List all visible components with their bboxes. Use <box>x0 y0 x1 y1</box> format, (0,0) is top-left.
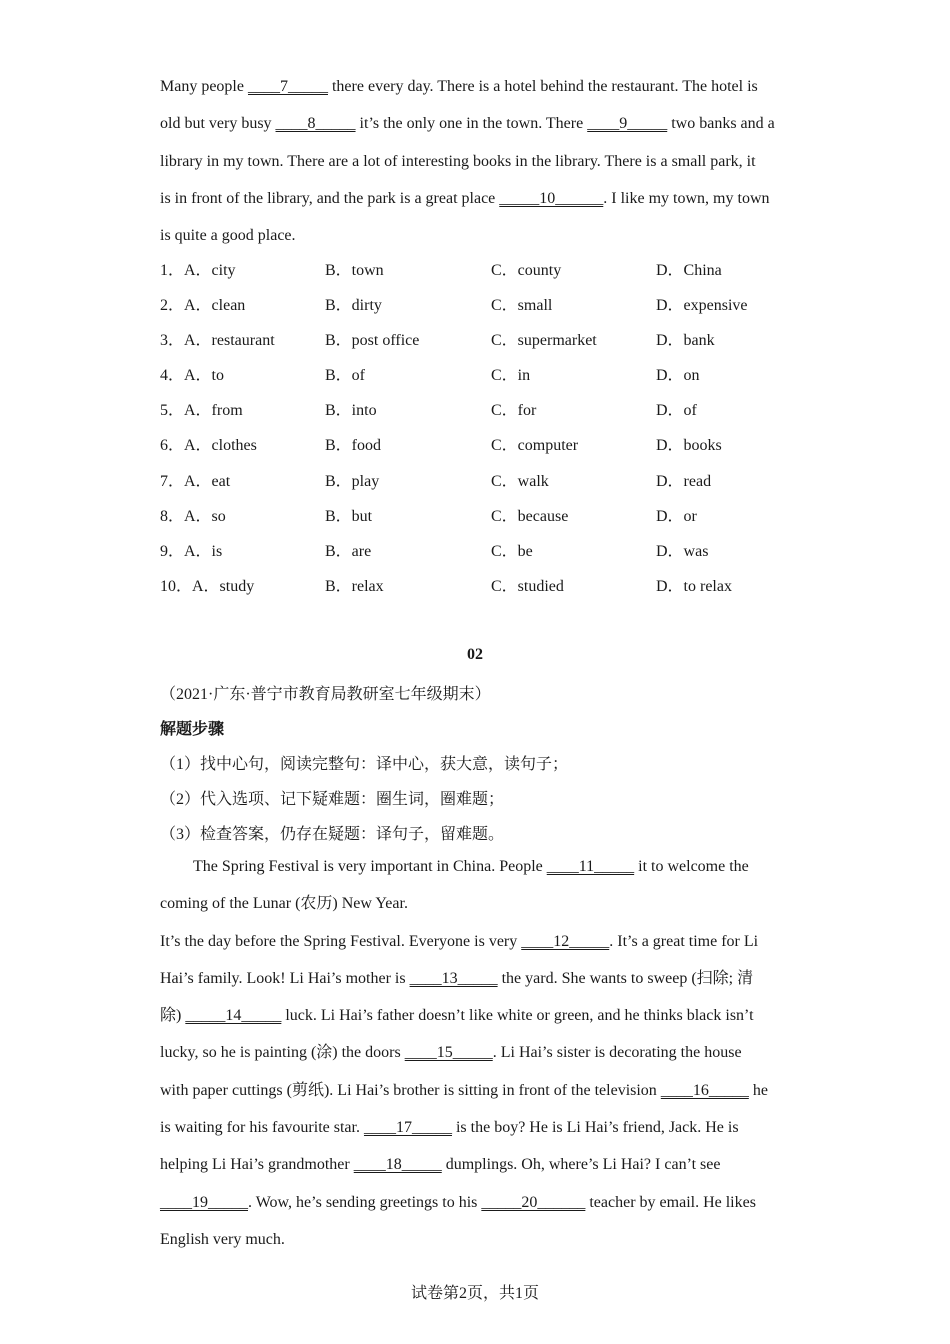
option-a: 8．A．so <box>160 507 226 525</box>
passage-text: . I like my town, my town <box>603 189 770 207</box>
option-a: 4．A．to <box>160 367 225 385</box>
option-a: 7．A．eat <box>160 472 231 490</box>
option-b: B．play <box>325 472 380 490</box>
option-c: C．computer <box>491 437 579 455</box>
passage-text: there every day. There is a hotel behind the restaurant. The hotel is <box>327 78 758 95</box>
option-d: D．expensive <box>656 297 748 315</box>
question-row <box>160 499 800 534</box>
option-b: B．post office <box>325 332 420 350</box>
option-d: D．bank <box>656 332 715 350</box>
passage-line <box>160 217 796 254</box>
passage-line <box>160 885 796 922</box>
question-row <box>160 393 800 428</box>
passage-text: lucky, so he is painting (涂) the doors <box>160 1044 405 1062</box>
passage-text: . It’s a great time for Li <box>609 932 759 950</box>
passage-text: is in front of the library, and the park is a great place <box>160 189 500 207</box>
question-row <box>160 323 800 358</box>
question-row <box>160 569 800 604</box>
passage-text: with paper cuttings (剪纸). Li Hai’s brother is sitting in front of the television <box>160 1081 661 1099</box>
option-c: C．for <box>491 402 537 420</box>
passage-line <box>160 105 796 142</box>
option-a: 5．A．from <box>160 402 243 420</box>
option-d: D．was <box>656 542 709 560</box>
passage-text: . Li Hai’s sister is decorating the house <box>492 1044 742 1062</box>
option-b: B．but <box>325 507 373 525</box>
option-d: D．to relax <box>656 577 732 595</box>
passage-text: 除) <box>160 1007 186 1025</box>
passage-line <box>160 143 796 180</box>
option-b: B．into <box>325 402 377 420</box>
answer-blank: ____8_____ <box>275 115 356 133</box>
passage-line <box>160 923 796 960</box>
option-d: D．of <box>656 402 697 420</box>
option-b: B．are <box>325 542 372 560</box>
passage-text: teacher by email. He likes <box>585 1193 756 1211</box>
passage-text: two banks and a <box>667 115 775 133</box>
passage-line <box>160 1146 796 1183</box>
option-b: B．town <box>325 262 384 279</box>
passage-text: Hai’s family. Look! Li Hai’s mother is <box>160 969 410 987</box>
answer-blank: ____15_____ <box>404 1044 493 1062</box>
question-row <box>160 253 800 288</box>
question-row <box>160 534 800 569</box>
passage-line <box>160 1034 796 1071</box>
steps-title: 解题步骤 <box>160 721 225 738</box>
option-b: B．food <box>325 437 382 455</box>
option-a: 6．A．clothes <box>160 437 257 455</box>
answer-blank: ____12_____ <box>521 932 610 950</box>
step-1: （1）找中心句，阅读完整句：译中心，获大意，读句子； <box>160 756 569 773</box>
step-2: （2）代入选项、记下疑难题：圈生词，圈难题； <box>160 791 505 808</box>
step-3: （3）检查答案，仍存在疑题：译句子，留难题。 <box>160 826 505 843</box>
option-a: 1．A．city <box>160 262 236 279</box>
option-d: D．on <box>656 367 700 385</box>
question-row <box>160 358 800 393</box>
option-c: C．in <box>491 367 531 385</box>
passage-line <box>160 1072 796 1109</box>
passage-text: is quite a good place. <box>160 227 296 245</box>
option-b: B．of <box>325 367 366 385</box>
answer-blank: ____11_____ <box>546 858 635 875</box>
passage-line <box>160 1221 796 1258</box>
page-footer: 试卷第2页，共1页 <box>410 1285 539 1302</box>
passage-text: The Spring Festival is very important in China. People <box>193 858 547 875</box>
passage-text: is the boy? He is Li Hai’s friend, Jack. He is <box>451 1119 739 1137</box>
passage-line <box>160 180 796 217</box>
answer-blank: ____18_____ <box>353 1156 442 1174</box>
option-c: C．because <box>491 507 569 525</box>
passage-line <box>160 848 796 885</box>
passage-2 <box>160 848 796 1258</box>
passage-text: coming of the Lunar (农历) New Year. <box>160 895 408 913</box>
passage-text: it to welcome the <box>634 858 749 875</box>
answer-blank: _____14_____ <box>185 1007 282 1025</box>
option-a: 9．A．is <box>160 542 223 560</box>
option-b: B．dirty <box>325 297 382 315</box>
section-number: 02 <box>467 646 483 663</box>
option-c: C．supermarket <box>491 332 597 350</box>
option-c: C．studied <box>491 577 564 595</box>
option-c: C．small <box>491 297 553 315</box>
option-b: B．relax <box>325 577 384 595</box>
passage-line <box>160 997 796 1034</box>
options-list <box>160 253 800 604</box>
option-d: D．books <box>656 437 722 455</box>
question-row <box>160 288 800 323</box>
option-c: C．walk <box>491 472 549 490</box>
passage-text: he <box>748 1081 768 1099</box>
passage-text: library in my town. There are a lot of interesting books in the library. There is a small park, it <box>160 152 756 170</box>
answer-blank: ____13_____ <box>409 969 498 987</box>
passage-text: old but very busy <box>160 115 276 133</box>
question-row <box>160 428 800 463</box>
answer-blank: ____9_____ <box>587 115 668 133</box>
answer-blank: ____7_____ <box>247 78 328 95</box>
option-a: 3．A．restaurant <box>160 332 275 350</box>
passage-text: It’s the day before the Spring Festival. Everyone is very <box>160 932 522 950</box>
option-d: D．or <box>656 507 697 525</box>
passage-text: it’s the only one in the town. There <box>355 115 588 133</box>
passage-line <box>160 1184 796 1221</box>
passage-text: English very much. <box>160 1230 285 1248</box>
passage-text: the yard. She wants to sweep (扫除; 清 <box>497 969 754 987</box>
passage-line <box>160 1109 796 1146</box>
passage-line <box>160 960 796 997</box>
passage-text: luck. Li Hai’s father doesn’t like white or green, and he thinks black isn’t <box>281 1007 754 1025</box>
answer-blank: ____17_____ <box>363 1119 452 1137</box>
passage-line <box>160 68 796 105</box>
passage-text: . Wow, he’s sending greetings to his <box>248 1193 482 1211</box>
section-source: （2021·广东·普宁市教育局教研室七年级期末） <box>160 686 491 703</box>
option-a: 2．A．clean <box>160 297 246 315</box>
passage-text: Many people <box>160 78 248 95</box>
answer-blank: _____10______ <box>499 189 604 207</box>
option-c: C．be <box>491 542 533 560</box>
option-d: D．China <box>656 262 722 279</box>
passage-text: dumplings. Oh, where’s Li Hai? I can’t see <box>441 1156 721 1174</box>
option-a: 10．A．study <box>160 577 255 595</box>
answer-blank: _____20______ <box>481 1193 586 1211</box>
answer-blank: ____16_____ <box>660 1081 749 1099</box>
option-c: C．county <box>491 262 562 279</box>
option-d: D．read <box>656 472 712 490</box>
question-row <box>160 464 800 499</box>
passage-text: helping Li Hai’s grandmother <box>160 1156 354 1174</box>
passage-text: is waiting for his favourite star. <box>160 1119 364 1137</box>
passage-1 <box>160 68 796 254</box>
answer-blank: ____19_____ <box>160 1193 248 1211</box>
